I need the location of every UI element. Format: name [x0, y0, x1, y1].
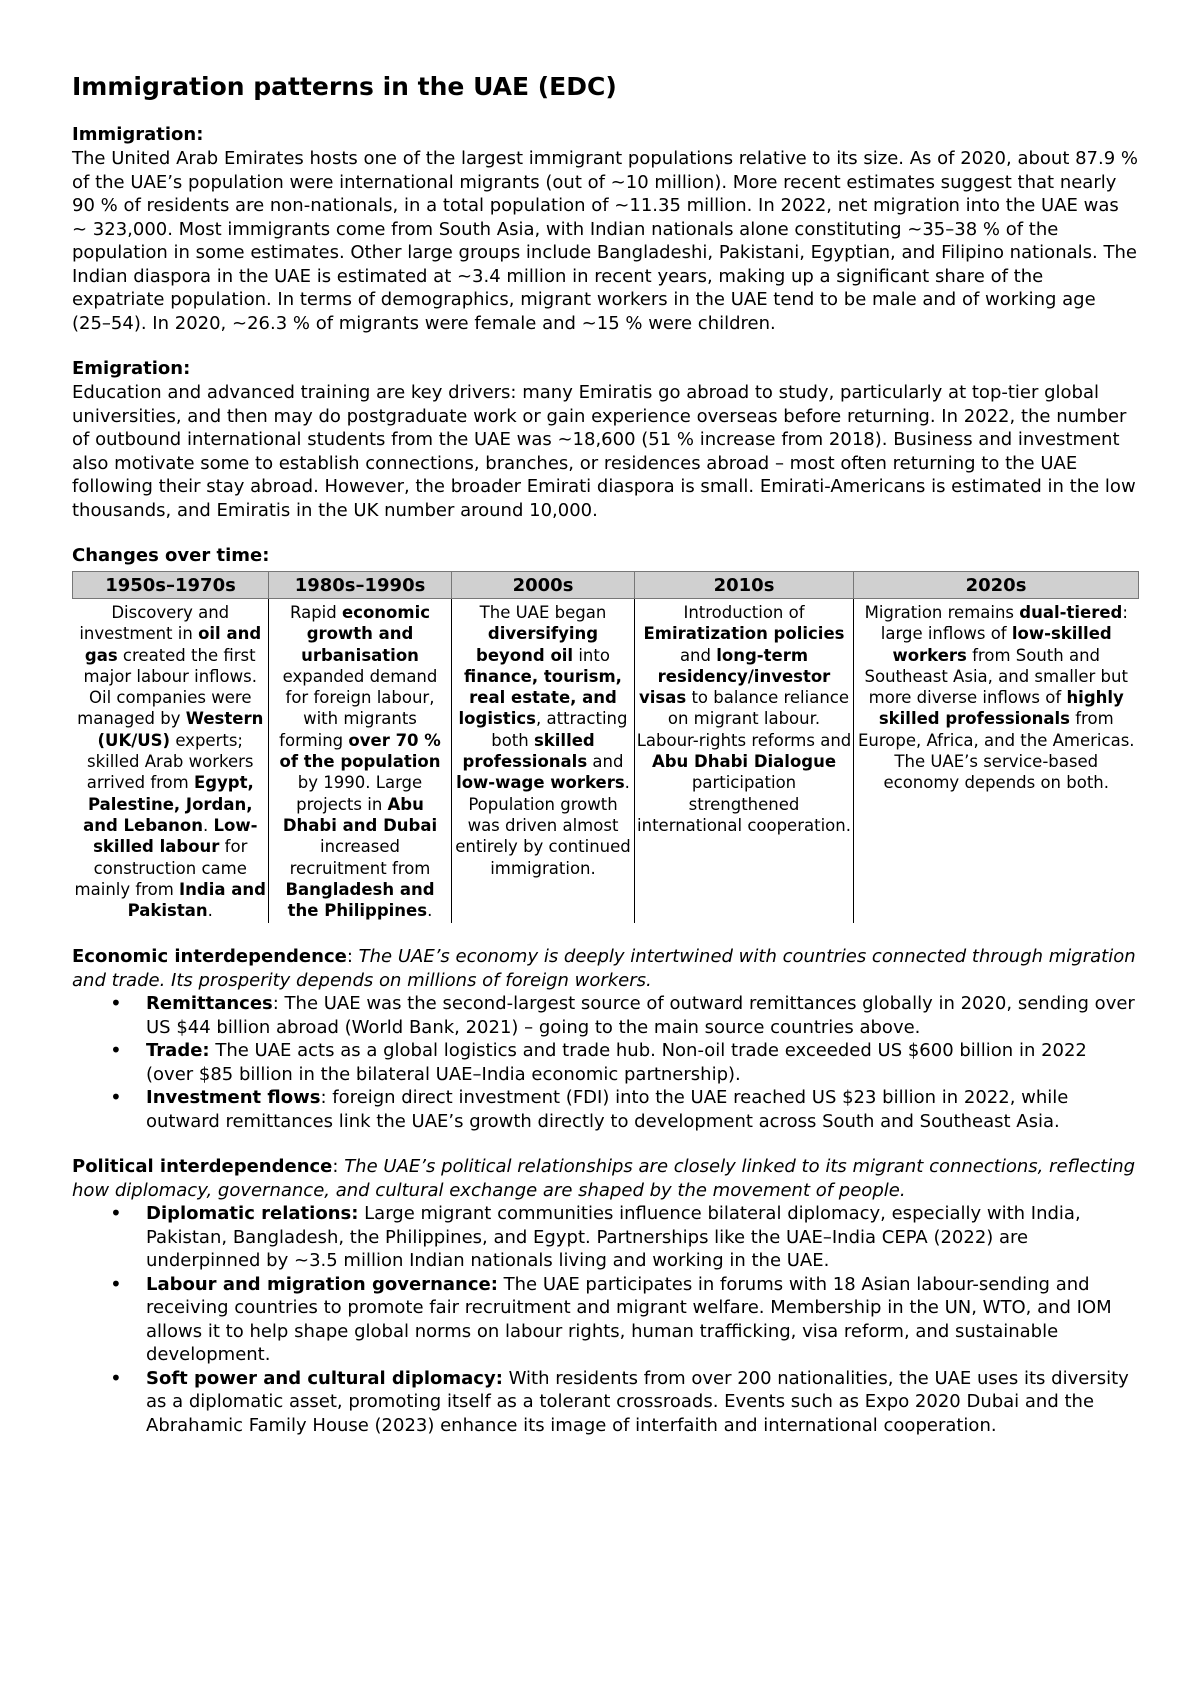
economic-lead: [72, 945, 1138, 992]
bullet-label: Investment flows: [146, 1087, 321, 1109]
bullet-label: Labour and migration governance:: [146, 1273, 498, 1295]
bullet-text: The UAE acts as a global logistics and trade hub. Non-oil trade exceeded US $600 billion in 2022 (over $85 billion in the bilateral UAE–India economic partnership).: [146, 1040, 1087, 1085]
cell-text: experts; skilled Arab workers arrived from: [86, 730, 254, 793]
changes-table: [72, 571, 1139, 923]
cell-text: Discovery and investment in: [79, 603, 230, 644]
table-header-row: [73, 572, 1139, 599]
bold-text: economic growth and urbanisation: [301, 603, 431, 665]
column-header: 1980s–1990s: [269, 572, 452, 599]
list-item: [146, 1367, 1138, 1438]
immigration-text: The United Arab Emirates hosts one of the largest immigrant populations relative to its size. As of 2020, about 87.9 % of the UAE’s population were international migrants (out of ~10 million). More recent estimates suggest that nearly 90 % of residents are non-nationals, in a total population of ~11.35 million. In 2022, net migration into the UAE was ~ 323,000. Most immigrants come from South Asia, with Indian nationals alone constituting ~35–38 % of the population in some estimates. Other large groups include Bangladeshi, Pakistani, Egyptian, and Filipino nationals. The Indian diaspora in the UAE is estimated at ~3.4 million in recent years, making up a significant share of the expatriate population. In terms of demographics, migrant workers in the UAE tend to be male and of working age (25–54). In 2020, ~26.3 % of migrants were female and ~15 % were children.: [72, 148, 1139, 334]
separator: :: [332, 1156, 345, 1178]
bullet-text: Large migrant communities influence bilateral diplomacy, especially with India, Pakistan, Bangladesh, the Philippines, and Egypt. Partnerships like the UAE–India CEPA (2022) are underpinned by ~3.5 million Indian nationals living and working in the UAE.: [146, 1203, 1081, 1272]
changes-heading: Changes over time:: [72, 545, 270, 566]
cell-text: from South and Southeast Asia, and smaller but more diverse inflows of: [864, 645, 1128, 708]
table-row: [73, 599, 1139, 924]
bold-text: finance, tourism, real estate, and logistics: [458, 666, 622, 729]
cell-text: The UAE began: [479, 603, 607, 622]
cell-text: . Population growth was driven almost entirely by continued immigration.: [455, 773, 631, 878]
separator: :: [346, 946, 359, 968]
economic-section: [72, 945, 1138, 1133]
cell-text: expanded demand for foreign labour, with migrants forming: [279, 666, 438, 750]
immigration-heading: Immigration:: [72, 124, 204, 145]
table-cell: [635, 599, 854, 924]
bullet-text: : foreign direct investment (FDI) into the UAE reached US $23 billion in 2022, while outward remittances link the UAE’s growth directly to development across South and Southeast Asia.: [146, 1087, 1069, 1132]
bold-text: long-term residency/investor visas: [639, 645, 831, 708]
cell-text: Rapid: [289, 603, 342, 622]
political-intro: The UAE’s political relationships are closely linked to its migrant connections, reflecting how diplomacy, governance, and cultural exchange are shaped by the movement of people.: [72, 1156, 1136, 1201]
political-lead: [72, 1155, 1138, 1202]
bullet-text: : The UAE was the second-largest source of outward remittances globally in 2020, sending over US $44 billion abroad (World Bank, 2021) – going to the main source countries above.: [146, 993, 1135, 1038]
cell-text: increased recruitment from: [289, 837, 431, 878]
cell-text: for construction came mainly from: [74, 837, 248, 899]
cell-text: Introduction of: [683, 603, 805, 622]
bold-text: Western (UK/US): [97, 709, 264, 750]
cell-text: to balance reliance on migrant labour. Labour-rights reforms and: [636, 688, 852, 750]
cell-text: .: [207, 901, 213, 921]
bold-text: Bangladesh and the Philippines: [285, 879, 435, 921]
document-page: [72, 72, 1138, 1437]
bold-text: low-wage workers: [456, 773, 625, 793]
cell-text: : large inflows of: [880, 603, 1128, 644]
bold-text: India and Pakistan: [127, 879, 266, 921]
cell-text: , attracting both: [491, 709, 628, 750]
emigration-text: Education and advanced training are key drivers: many Emiratis go abroad to study, particularly at top-tier global universities, and then may do postgraduate work or gain experience overseas before returning. In 2022, the number of outbound international students from the UAE was ~18,600 (51 % increase from 2018). Business and investment also motivate some to establish connections, branches, or residences abroad – most often returning to the UAE following their stay abroad. However, the broader Emirati diaspora is small. Emirati-Americans is estimated in the low thousands, and Emiratis in the UK number around 10,000.: [72, 382, 1136, 521]
bold-text: skilled professionals: [462, 730, 595, 772]
cell-text: by 1990. Large projects in: [296, 773, 423, 814]
cell-text: and: [679, 645, 717, 665]
bullet-text: With residents from over 200 nationalities, the UAE uses its diversity as a diplomatic asset, promoting itself as a tolerant crossroads. Events such as Expo 2020 Dubai and the Abrahamic Family House (2023) enhance its image of interfaith and international cooperation.: [146, 1367, 1129, 1436]
cell-text: into: [573, 645, 610, 665]
cell-text: from Europe, Africa, and the Americas. The UAE’s service-based economy depends on both.: [857, 709, 1135, 793]
bold-text: dual-tiered: [1019, 603, 1123, 622]
bold-text: over 70 % of the population: [279, 730, 441, 772]
bullet-text: The UAE participates in forums with 18 Asian labour-sending and receiving countries to promote fair recruitment and migrant welfare. Membership in the UN, WTO, and IOM allows it to help shape global norms on labour rights, human trafficking, visa reform, and sustainable development.: [146, 1273, 1112, 1366]
bullet-label: Diplomatic relations:: [146, 1203, 359, 1225]
bold-text: Emiratization policies: [643, 624, 845, 644]
list-item: [146, 1086, 1138, 1133]
bullet-label: Soft power and cultural diplomacy:: [146, 1367, 503, 1389]
cell-text: created the first major labour inflows. Oil companies were managed by: [77, 645, 257, 729]
bullet-label: Trade:: [146, 1040, 210, 1062]
political-section: [72, 1155, 1138, 1437]
list-item: [146, 1202, 1138, 1273]
bold-text: Abu Dhabi Dialogue: [651, 752, 837, 772]
column-header: 1950s–1970s: [73, 572, 269, 599]
political-heading: Political interdependence: [72, 1156, 333, 1178]
cell-text: participation strengthened international cooperation.: [637, 773, 851, 835]
column-header: 2010s: [635, 572, 854, 599]
column-header: 2000s: [452, 572, 635, 599]
changes-section: [72, 544, 1138, 923]
cell-text: .: [202, 815, 214, 835]
economic-list: [72, 992, 1138, 1133]
bold-text: Egypt, Palestine, Jordan, and Lebanon: [83, 773, 254, 835]
economic-heading: Economic interdependence: [72, 946, 347, 968]
bold-text: diversifying beyond oil: [476, 624, 599, 665]
table-cell: [73, 599, 269, 924]
emigration-heading: Emigration:: [72, 358, 191, 379]
bold-text: highly skilled professionals: [878, 688, 1124, 729]
list-item: [146, 1039, 1138, 1086]
list-item: [146, 1273, 1138, 1367]
cell-text: and: [587, 752, 624, 772]
cell-text: .: [427, 901, 433, 921]
bullet-label: Remittances: [146, 993, 273, 1015]
bold-text: Low-skilled labour: [93, 815, 258, 857]
table-cell: [854, 599, 1139, 924]
economic-intro: The UAE’s economy is deeply intertwined with countries connected through migration and trade. Its prosperity depends on millions of foreign workers.: [72, 946, 1136, 991]
column-header: 2020s: [854, 572, 1139, 599]
emigration-section: [72, 357, 1138, 522]
political-list: [72, 1202, 1138, 1437]
bold-text: Abu Dhabi and Dubai: [282, 794, 438, 835]
bold-text: low-skilled workers: [892, 624, 1112, 665]
table-cell: [269, 599, 452, 924]
page-title: Immigration patterns in the UAE (EDC): [72, 72, 617, 101]
list-item: [146, 992, 1138, 1039]
bold-text: oil and gas: [84, 624, 262, 665]
cell-text: Migration remains: [864, 603, 1020, 622]
table-cell: [452, 599, 635, 924]
immigration-section: [72, 123, 1138, 335]
